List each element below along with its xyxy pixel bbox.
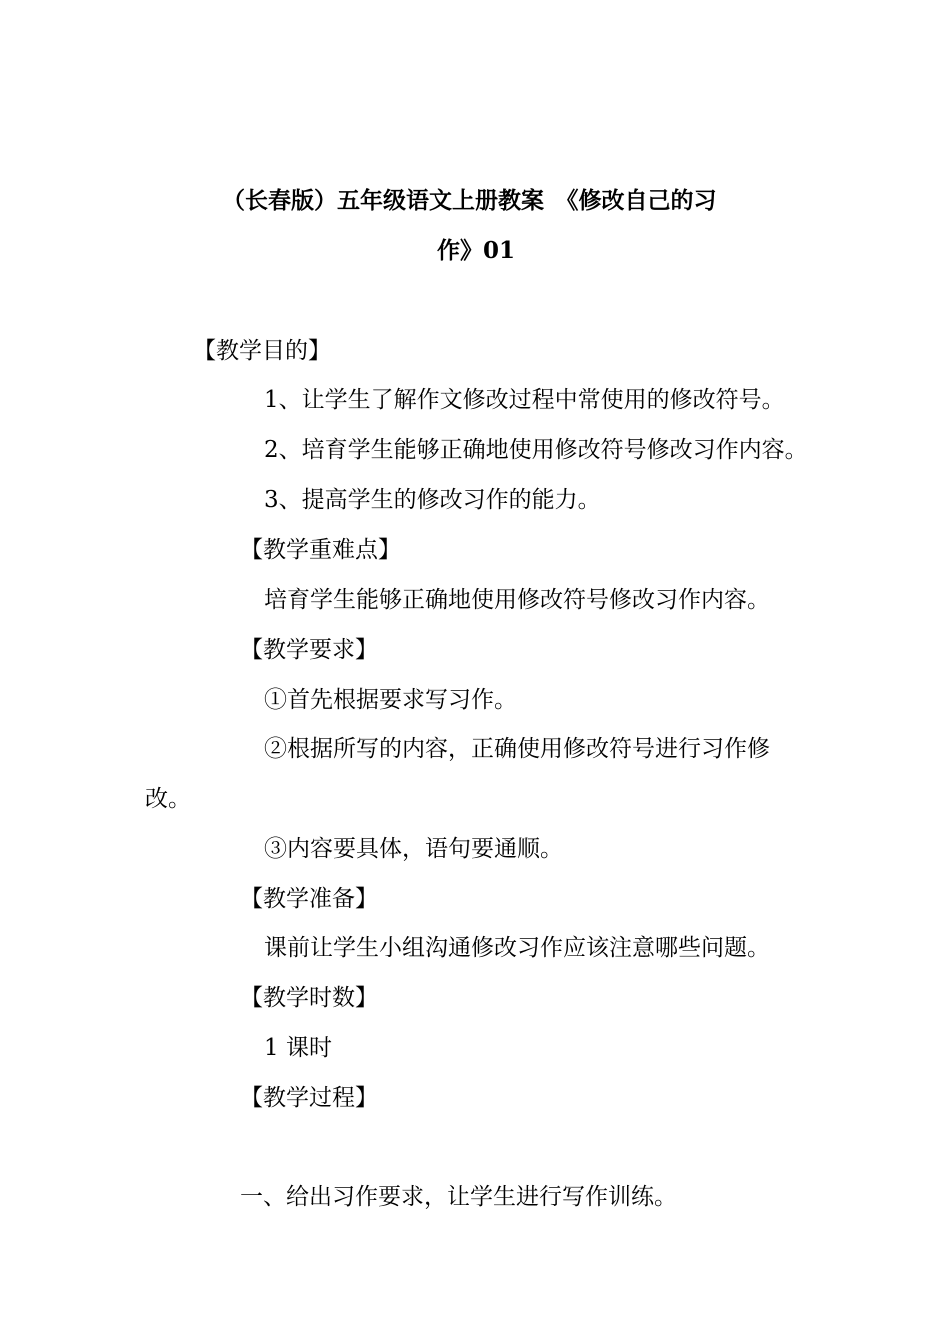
preparation-text: 课前让学生小组沟通修改习作应该注意哪些问题。 (264, 935, 770, 961)
goal-item-2: 2、培育学生能够正确地使用修改符号修改习作内容。 (264, 437, 808, 463)
section-header-process: 【教学过程】 (240, 1085, 378, 1111)
section-header-hours: 【教学时数】 (240, 985, 378, 1011)
section-header-requirements: 【教学要求】 (240, 637, 378, 663)
goal-item-3: 3、提高学生的修改习作的能力。 (264, 487, 601, 513)
requirement-item-2-line-1: ②根据所写的内容，正确使用修改符号进行习作修 (264, 736, 770, 762)
hours-text: 1 课时 (264, 1035, 332, 1061)
requirement-item-1: ①首先根据要求写习作。 (264, 687, 517, 713)
section-header-preparation: 【教学准备】 (240, 886, 378, 912)
keypoint-text: 培育学生能够正确地使用修改符号修改习作内容。 (264, 587, 770, 613)
process-step-1: 一、给出习作要求，让学生进行写作训练。 (240, 1184, 677, 1210)
document-title-line-2: 作》01 (437, 237, 516, 264)
section-header-keypoint: 【教学重难点】 (240, 537, 401, 563)
requirement-item-2-line-2: 改。 (145, 786, 191, 812)
document-title-line-1: （长春版）五年级语文上册教案 《修改自己的习 (222, 187, 717, 214)
section-header-goal: 【教学目的】 (193, 338, 331, 364)
goal-item-1: 1、让学生了解作文修改过程中常使用的修改符号。 (264, 387, 785, 413)
requirement-item-3: ③内容要具体，语句要通顺。 (264, 836, 563, 862)
